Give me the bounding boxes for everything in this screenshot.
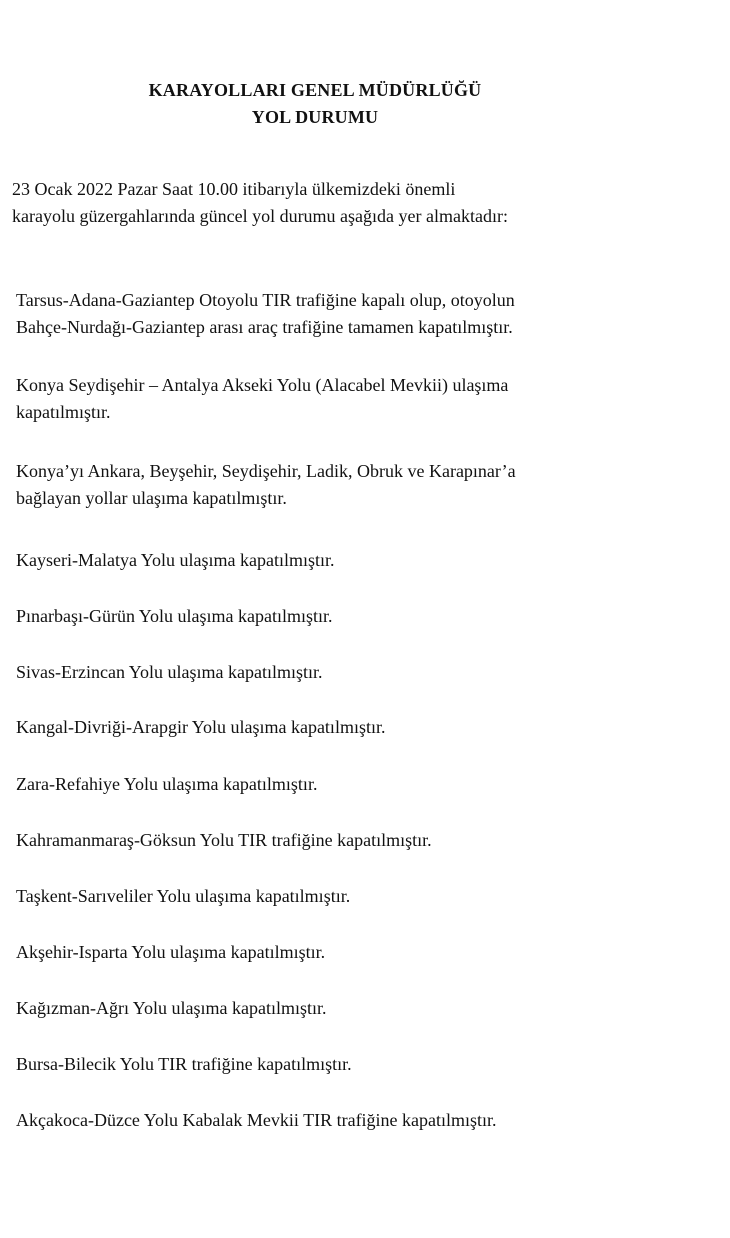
road-status-item (16, 372, 716, 426)
road-status-line: Kahramanmaraş-Göksun Yolu TIR trafiğine kapatılmıştır. (16, 830, 432, 850)
road-status-line: Bursa-Bilecik Yolu TIR trafiğine kapatılmıştır. (16, 1054, 352, 1074)
road-status-item (16, 1107, 716, 1134)
road-status-line: Akşehir-Isparta Yolu ulaşıma kapatılmıştır. (16, 942, 326, 962)
road-status-item (16, 714, 716, 741)
road-status-item (16, 939, 716, 966)
road-status-line: Kağızman-Ağrı Yolu ulaşıma kapatılmıştır. (16, 998, 327, 1018)
intro-paragraph (12, 176, 712, 230)
road-status-item (16, 995, 716, 1022)
road-status-item (16, 771, 716, 798)
road-status-line: Kayseri-Malatya Yolu ulaşıma kapatılmıştır. (16, 550, 335, 570)
document-subtitle (0, 106, 730, 128)
road-status-line: Zara-Refahiye Yolu ulaşıma kapatılmıştır. (16, 774, 318, 794)
road-status-line: Konya Seydişehir – Antalya Akseki Yolu (Alacabel Mevkii) ulaşıma (16, 375, 509, 395)
road-status-item (16, 603, 716, 630)
road-status-line: Akçakoca-Düzce Yolu Kabalak Mevkii TIR trafiğine kapatılmıştır. (16, 1110, 497, 1130)
document-title (0, 79, 730, 101)
road-status-item (16, 1051, 716, 1078)
road-status-line: Taşkent-Sarıveliler Yolu ulaşıma kapatılmıştır. (16, 886, 351, 906)
intro-line-2: karayolu güzergahlarında güncel yol durumu aşağıda yer almaktadır: (12, 206, 508, 226)
road-status-line: bağlayan yollar ulaşıma kapatılmıştır. (16, 488, 287, 508)
road-status-line: Kangal-Divriği-Arapgir Yolu ulaşıma kapatılmıştır. (16, 717, 386, 737)
road-status-item (16, 659, 716, 686)
road-status-item (16, 827, 716, 854)
road-status-line: Sivas-Erzincan Yolu ulaşıma kapatılmıştır. (16, 662, 323, 682)
road-status-item (16, 287, 716, 341)
road-status-line: Pınarbaşı-Gürün Yolu ulaşıma kapatılmıştır. (16, 606, 333, 626)
road-status-line: Tarsus-Adana-Gaziantep Otoyolu TIR trafiğine kapalı olup, otoyolun (16, 290, 515, 310)
road-status-item (16, 547, 716, 574)
road-status-line: Bahçe-Nurdağı-Gaziantep arası araç trafiğine tamamen kapatılmıştır. (16, 317, 513, 337)
intro-line-1: 23 Ocak 2022 Pazar Saat 10.00 itibarıyla ülkemizdeki önemli (12, 179, 456, 199)
title-line-1: KARAYOLLARI GENEL MÜDÜRLÜĞÜ (148, 80, 482, 100)
title-line-2: YOL DURUMU (251, 107, 379, 127)
road-status-item (16, 458, 716, 512)
road-status-item (16, 883, 716, 910)
road-status-line: Konya’yı Ankara, Beyşehir, Seydişehir, Ladik, Obruk ve Karapınar’a (16, 461, 516, 481)
road-status-line: kapatılmıştır. (16, 402, 111, 422)
